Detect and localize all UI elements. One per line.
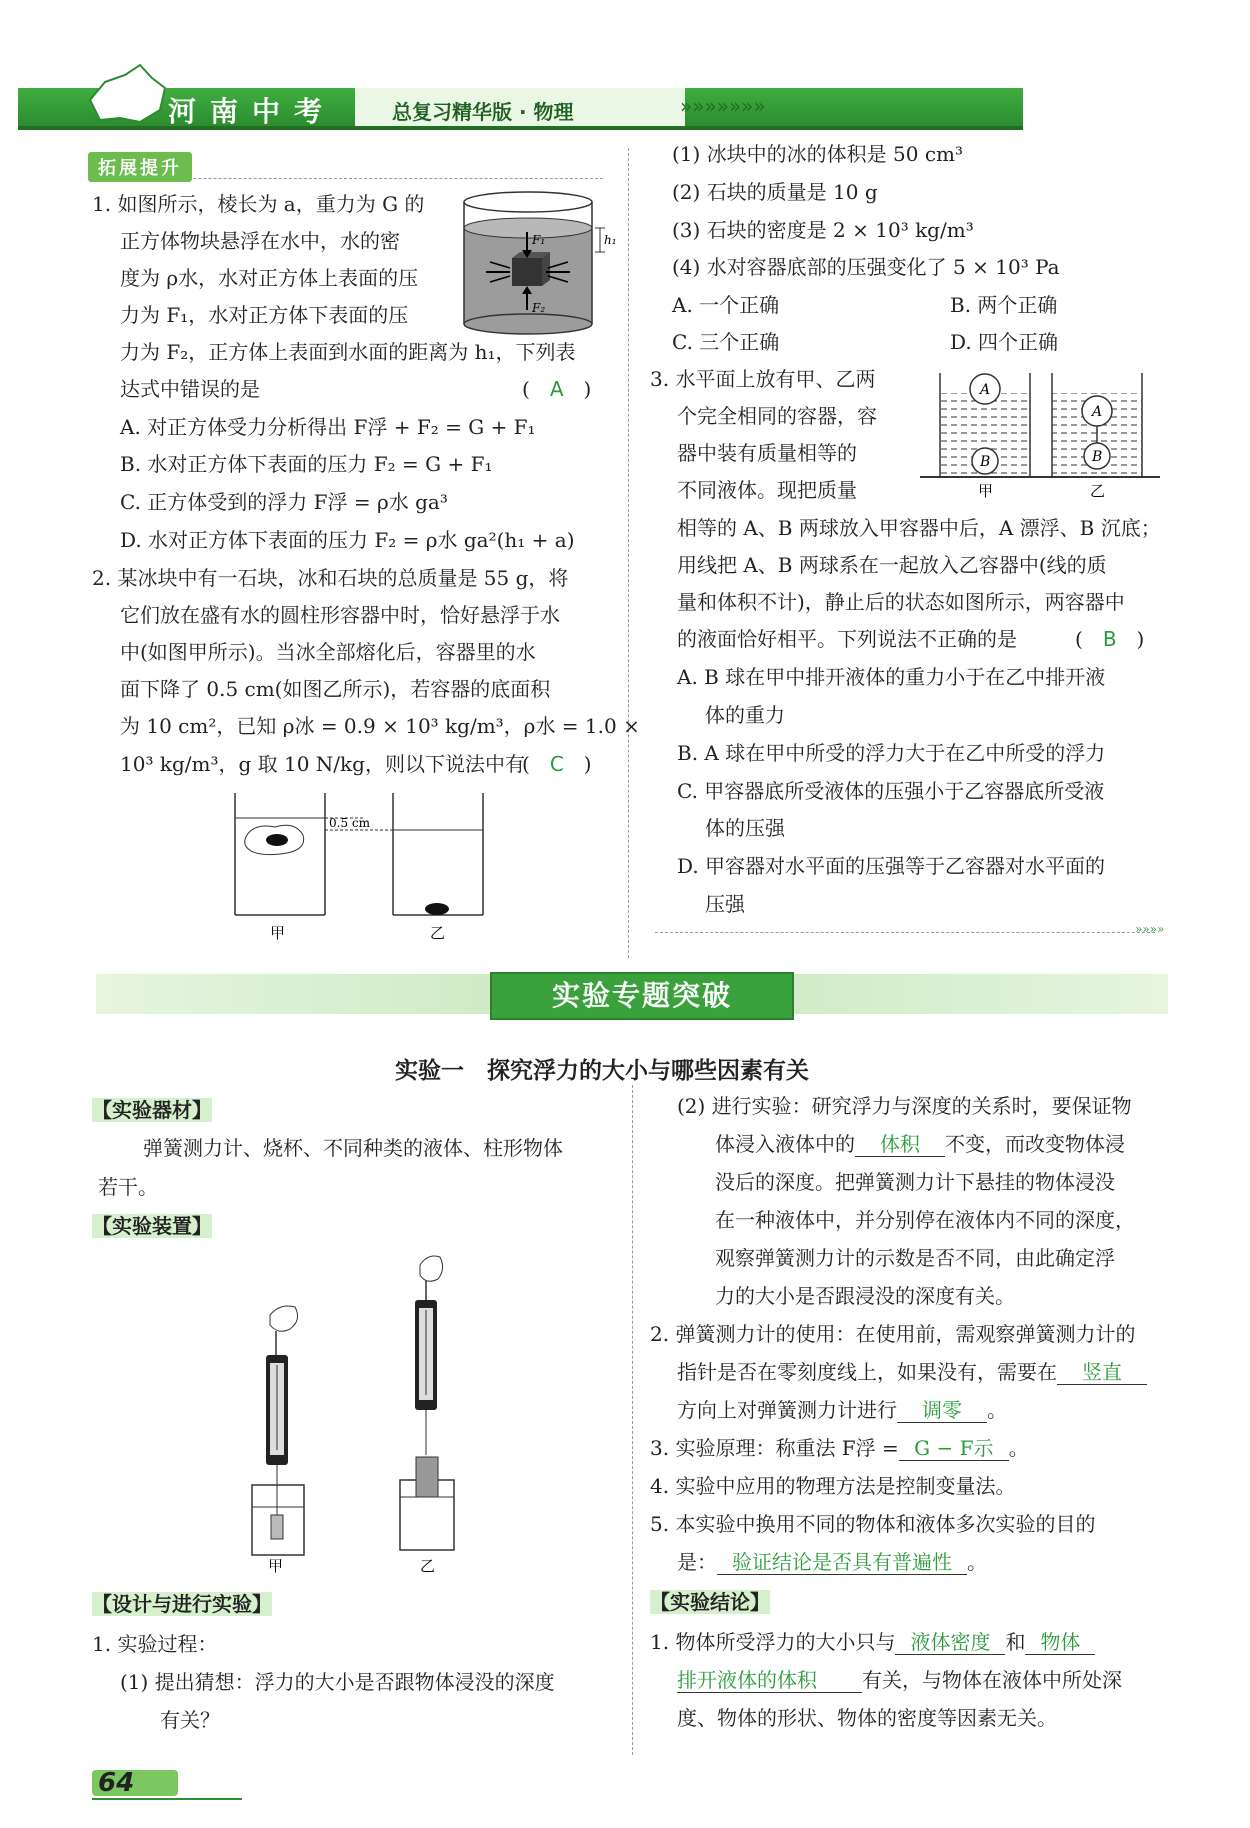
- header-title: 河南中考: [168, 95, 337, 128]
- q3-fig-ball-a: A: [980, 382, 991, 398]
- q1-fig-f1: F₁: [532, 233, 546, 247]
- q2-statement: (3) 石块的密度是 2 × 10³ kg/m³: [672, 218, 974, 242]
- blank-density: 液体密度: [895, 1630, 1005, 1655]
- q2-fig-label-b: 乙: [430, 924, 446, 942]
- page-number: 64: [98, 1768, 135, 1798]
- q1-line: 1. 如图所示，棱长为 a，重力为 G 的: [92, 192, 425, 216]
- q3-answer-bracket: ( B ): [1075, 627, 1145, 651]
- proc-1-2: 在一种液体中，并分别停在液体内不同的深度，: [715, 1208, 1135, 1232]
- proc-1-1: (1) 提出猜想：浮力的大小是否跟物体浸没的深度: [120, 1670, 555, 1694]
- text: 。: [987, 1398, 1007, 1422]
- conclusion-line-c: 度、物体的形状、物体的密度等因素无关。: [677, 1706, 1057, 1730]
- q2-line: 为 10 cm²，已知 ρ冰 = 0.9 × 10³ kg/m³，ρ水 = 1.0 ×: [120, 714, 640, 738]
- blank-zero: 调零: [897, 1398, 987, 1423]
- proc-1-1: 有关？: [160, 1708, 220, 1732]
- column-divider-top: [628, 148, 629, 958]
- text: 方向上对弹簧测力计进行: [677, 1398, 897, 1422]
- q3-option: 压强: [705, 892, 745, 916]
- text: 是：: [677, 1550, 717, 1574]
- q1-answer: A: [549, 377, 564, 401]
- q2-option: A. 一个正确: [672, 293, 780, 317]
- q3-option: 体的压强: [705, 816, 785, 840]
- q2-figure: [225, 785, 485, 945]
- q3-option: D. 甲容器对水平面的压强等于乙容器对水平面的: [677, 854, 1106, 878]
- spring-scale-figure: [240, 1245, 490, 1575]
- q1-figure: [450, 188, 620, 338]
- text: 有关，与物体在液体中所处深: [862, 1668, 1122, 1692]
- q1-fig-f2: F₂: [532, 301, 546, 315]
- setup-tag: 【实验装置】: [92, 1214, 212, 1238]
- q1-line: 正方体物块悬浮在水中，水的密: [120, 229, 400, 253]
- proc-3-line: [650, 1436, 1029, 1461]
- header-subtitle: 总复习精华版 · 物理: [392, 100, 574, 124]
- q2-statement: (2) 石块的质量是 10 g: [672, 180, 878, 204]
- text: 体浸入液体中的: [715, 1132, 855, 1156]
- proc-2: 2. 弹簧测力计的使用：在使用前，需观察弹簧测力计的: [650, 1322, 1136, 1346]
- text: 1. 物体所受浮力的大小只与: [650, 1630, 896, 1654]
- q2-line: 2. 某冰块中有一石块，冰和石块的总质量是 55 g，将: [92, 566, 569, 590]
- text: 指针是否在零刻度线上，如果没有，需要在: [677, 1360, 1057, 1384]
- setup-label-a: 甲: [268, 1557, 284, 1575]
- equip-tag: 【实验器材】: [92, 1098, 212, 1122]
- q3-fig-label-b: 乙: [1090, 482, 1106, 500]
- q3-option: C. 甲容器底所受液体的压强小于乙容器底所受液: [677, 779, 1105, 803]
- q1-line: 达式中错误的是: [120, 377, 260, 401]
- proc-1-2: 力的大小是否跟浸没的深度有关。: [715, 1284, 1015, 1308]
- proc-1-2-line-b: [715, 1132, 1125, 1157]
- column-divider-bottom: [632, 1085, 633, 1755]
- text: 和: [1005, 1630, 1026, 1654]
- q3-line: 不同液体。现把质量: [677, 478, 857, 502]
- q3-fig-ball-b2: B: [1092, 449, 1103, 465]
- proc-5-line-b: [677, 1550, 987, 1575]
- header-arrows: »»»»»»»: [680, 94, 766, 118]
- equip-line: 若干。: [98, 1175, 158, 1199]
- q3-option: A. B 球在甲中排开液体的重力小于在乙中排开液: [677, 665, 1106, 689]
- q3-figure: [920, 365, 1160, 500]
- q3-line: 器中装有质量相等的: [677, 441, 857, 465]
- page-number-rule: [92, 1798, 242, 1800]
- text: 3. 实验原理：称重法 F浮 =: [650, 1436, 899, 1460]
- q1-line: 力为 F₂，正方体上表面到水面的距离为 h₁，下列表: [120, 340, 576, 364]
- design-tag: 【设计与进行实验】: [92, 1592, 272, 1616]
- henan-map-icon: [80, 60, 170, 130]
- text: 。: [1008, 1436, 1029, 1460]
- q1-option: B. 水对正方体下表面的压力 F₂ = G + F₁: [120, 452, 493, 476]
- q2-line: 它们放在盛有水的圆柱形容器中时，恰好悬浮于水: [120, 603, 560, 627]
- q2-statement: (1) 冰块中的冰的体积是 50 cm³: [672, 142, 964, 166]
- q2-option: C. 三个正确: [672, 330, 780, 354]
- q2-line: 10³ kg/m³，g 取 10 N/kg，则以下说法中有: [120, 752, 525, 776]
- q1-answer-bracket: ( A ): [522, 377, 592, 401]
- rule-right: [655, 932, 1155, 933]
- conclusion-line-b: [677, 1668, 1122, 1693]
- q1-option: C. 正方体受到的浮力 F浮 = ρ水 ga³: [120, 490, 448, 514]
- text: 。: [967, 1550, 987, 1574]
- proc-4: 4. 实验中应用的物理方法是控制变量法。: [650, 1474, 1016, 1498]
- equip-line: 弹簧测力计、烧杯、不同种类的液体、柱形物体: [143, 1136, 563, 1160]
- blank-vertical: 竖直: [1057, 1360, 1147, 1385]
- proc-5: 5. 本实验中换用不同的物体和液体多次实验的目的: [650, 1512, 1096, 1536]
- experiment-title: 实验一 探究浮力的大小与哪些因素有关: [395, 1058, 809, 1084]
- experiment-banner: 实验专题突破: [490, 972, 794, 1020]
- q3-line: 个完全相同的容器，容: [677, 404, 877, 428]
- q2-line: 中(如图甲所示)。当冰全部熔化后，容器里的水: [120, 640, 536, 664]
- q2-answer-bracket: ( C ): [522, 752, 592, 776]
- blank-object: 物体: [1025, 1630, 1095, 1655]
- proc-1-2: (2) 进行实验：研究浮力与深度的关系时，要保证物: [677, 1094, 1132, 1118]
- q2-fig-label-a: 甲: [270, 924, 286, 942]
- q3-option: 体的重力: [705, 703, 785, 727]
- q1-line: 度为 ρ水，水对正方体上表面的压: [120, 266, 419, 290]
- q1-option: A. 对正方体受力分析得出 F浮 + F₂ = G + F₁: [120, 415, 536, 439]
- q3-fig-ball-a2: A: [1092, 404, 1103, 420]
- q3-option: B. A 球在甲中所受的浮力大于在乙中所受的浮力: [677, 741, 1106, 765]
- q2-fig-drop: 0.5 cm: [329, 816, 370, 830]
- q3-fig-label-a: 甲: [978, 482, 994, 500]
- q3-line: 3. 水平面上放有甲、乙两: [650, 367, 876, 391]
- proc-1-2: 没后的深度。把弹簧测力计下悬挂的物体浸没: [715, 1170, 1115, 1194]
- q3-line: 的液面恰好相平。下列说法不正确的是: [677, 627, 1017, 651]
- q3-answer: B: [1102, 627, 1117, 651]
- q3-line: 相等的 A、B 两球放入甲容器中后，A 漂浮、B 沉底；: [677, 516, 1161, 540]
- section-extend-tag: 拓展提升: [88, 152, 192, 182]
- q3-line: 用线把 A、B 两球系在一起放入乙容器中(线的质: [677, 553, 1107, 577]
- conclusion-line-a: [650, 1630, 1095, 1655]
- text: 不变，而改变物体浸: [945, 1132, 1125, 1156]
- rule-arrows-icon: »»»»: [1135, 922, 1165, 936]
- q1-option: D. 水对正方体下表面的压力 F₂ = ρ水 ga²(h₁ + a): [120, 528, 575, 552]
- q2-option: D. 四个正确: [950, 330, 1059, 354]
- q3-fig-ball-b: B: [980, 454, 991, 470]
- setup-label-b: 乙: [420, 1557, 436, 1575]
- proc-2-line-c: [677, 1398, 1007, 1423]
- q1-line: 力为 F₁，水对正方体下表面的压: [120, 303, 409, 327]
- blank-displaced-volume: 排开液体的体积: [677, 1668, 862, 1693]
- q1-fig-h1: h₁: [604, 233, 617, 247]
- q2-statement: (4) 水对容器底部的压强变化了 5 × 10³ Pa: [672, 255, 1060, 279]
- blank-purpose: 验证结论是否具有普遍性: [717, 1550, 967, 1575]
- blank-volume: 体积: [855, 1132, 945, 1157]
- proc-1: 1. 实验过程：: [92, 1632, 218, 1656]
- q2-option: B. 两个正确: [950, 293, 1058, 317]
- blank-principle: G − F示: [899, 1436, 1009, 1461]
- conclusion-tag: 【实验结论】: [650, 1590, 770, 1614]
- q3-line: 量和体积不计)，静止后的状态如图所示，两容器中: [677, 590, 1125, 614]
- q2-line: 面下降了 0.5 cm(如图乙所示)，若容器的底面积: [120, 677, 551, 701]
- proc-2-line-b: [677, 1360, 1147, 1385]
- q2-answer: C: [549, 752, 564, 776]
- proc-1-2: 观察弹簧测力计的示数是否不同，由此确定浮: [715, 1246, 1115, 1270]
